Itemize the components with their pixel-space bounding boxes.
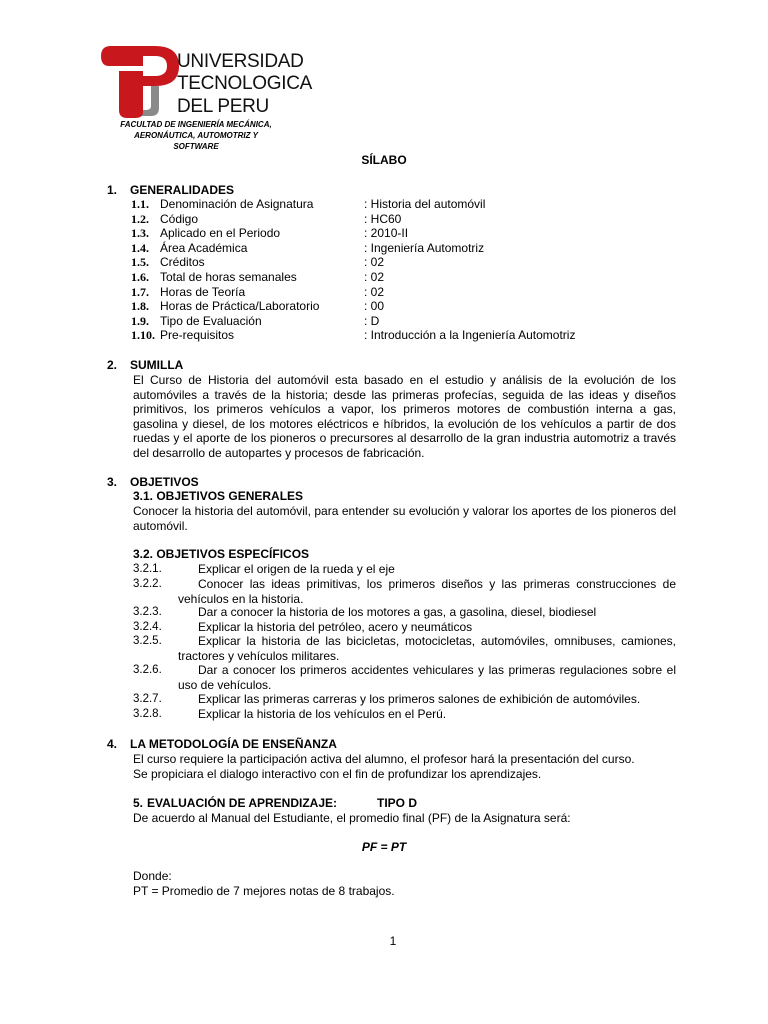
generalidades-row-number: 1.5. <box>131 255 149 270</box>
objetivo-especifico-item <box>133 707 676 722</box>
objetivo-especifico-number: 3.2.5. <box>133 635 162 647</box>
objetivo-especifico-item <box>133 634 676 663</box>
page-number: 1 <box>389 934 397 948</box>
objetivo-especifico-item <box>133 620 676 635</box>
generalidades-row-label: Aplicado en el Periodo <box>160 226 281 241</box>
objetivo-especifico-item <box>133 577 676 606</box>
generalidades-row-value: : D <box>364 313 380 328</box>
evaluacion-pt: PT = Promedio de 7 mejores notas de 8 trabajos. <box>133 884 395 898</box>
logo-white-stripe <box>119 66 143 71</box>
section-heading-evaluacion: 5. EVALUACIÓN DE APRENDIZAJE: <box>133 796 338 810</box>
objetivo-especifico-number: 3.2.7. <box>133 693 162 705</box>
faculty-line-3: SOFTWARE <box>173 142 219 151</box>
generalidades-row-label: Total de horas semanales <box>160 270 297 284</box>
generalidades-row-value: : Historia del automóvil <box>364 197 486 211</box>
generalidades-row-label: Código <box>160 211 199 226</box>
generalidades-row-value: : HC60 <box>364 211 402 226</box>
objetivo-especifico-number: 3.2.8. <box>133 708 162 720</box>
objetivo-especifico-number: 3.2.3. <box>133 606 162 618</box>
generalidades-row-value: : Introducción a la Ingeniería Automotriz <box>364 328 576 343</box>
generalidades-row-number: 1.10. <box>131 328 155 343</box>
generalidades-row <box>131 299 691 314</box>
generalidades-row-label: Área Académica <box>160 240 248 255</box>
objetivo-especifico-text: Explicar el origen de la rueda y el eje <box>198 562 395 576</box>
section-heading-generalidades: 1. GENERALIDADES <box>107 183 235 197</box>
objetivo-especifico-text: Explicar la historia del petróleo, acero y neumáticos <box>198 620 473 634</box>
objetivo-especifico-text: Explicar las primeras carreras y los primeros salones de exhibición de automóviles. <box>198 692 641 706</box>
generalidades-row-label: Denominación de Asignatura <box>160 197 314 211</box>
generalidades-row-number: 1.7. <box>131 284 149 299</box>
objetivo-especifico-number: 3.2.4. <box>133 621 162 633</box>
objetivo-especifico-text: Dar a conocer la historia de los motores a gas, a gasolina, diesel, biodiesel <box>198 605 597 619</box>
logo-red-shape <box>101 46 179 118</box>
generalidades-row-number: 1.8. <box>131 299 149 314</box>
objetivo-especifico-item <box>133 605 676 620</box>
objetivo-especifico-text: Explicar la historia de las bicicletas, motocicletas, automóviles, omnibuses, camiones, tractores y vehículos militares. <box>178 634 676 663</box>
generalidades-row <box>131 285 691 300</box>
objetivos-especificos-heading: 3.2. OBJETIVOS ESPECÍFICOS <box>133 547 310 561</box>
generalidades-row <box>131 328 691 343</box>
generalidades-row-number: 1.9. <box>131 313 149 328</box>
metodologia-line-2: Se propiciara el dialogo interactivo con el fin de profundizar los aprendizajes. <box>133 767 542 781</box>
generalidades-row-label: Tipo de Evaluación <box>160 313 262 328</box>
university-logo <box>99 42 181 118</box>
generalidades-row-number: 1.1. <box>131 197 149 211</box>
objetivo-especifico-item <box>133 663 676 692</box>
university-name-line-3: DEL PERU <box>177 96 269 117</box>
generalidades-row-label: Pre-requisitos <box>160 328 235 343</box>
generalidades-row-number: 1.4. <box>131 240 149 255</box>
objetivos-generales-text: Conocer la historia del automóvil, para entender su evolución y valorar los aportes de los pioneros del automóvil. <box>133 504 676 533</box>
document-title: SÍLABO <box>361 153 407 167</box>
generalidades-row <box>131 226 691 241</box>
objetivo-especifico-number: 3.2.1. <box>133 563 162 575</box>
generalidades-row <box>131 212 691 227</box>
generalidades-row <box>131 270 691 285</box>
generalidades-row-value: : 02 <box>364 255 385 270</box>
objetivo-especifico-item <box>133 692 676 707</box>
objetivo-especifico-item <box>133 562 676 577</box>
generalidades-row <box>131 255 691 270</box>
generalidades-row <box>131 314 691 329</box>
evaluacion-intro: De acuerdo al Manual del Estudiante, el promedio final (PF) de la Asignatura será: <box>133 811 571 825</box>
sumilla-text: El Curso de Historia del automóvil esta basado en el estudio y análisis de la evolución de los automóviles a través de la historia; desde las primeras profecías, seguida de las ideas y diseños primitivos, los primeros vehículos a vapor, los primeros motores de combustión interna a gas, gasolina y diesel, de los motores eléctricos e híbridos, la evolución de los vehículos a partir de dos ruedas y el aporte de los pioneros o precursores al desarrollo de la gran industria automotriz a través del desarrollo de autopartes y procesos de fabricación. <box>133 373 676 460</box>
objetivo-especifico-number: 3.2.6. <box>133 664 162 676</box>
generalidades-row-value: : 02 <box>364 284 385 299</box>
generalidades-row-number: 1.6. <box>131 270 149 284</box>
university-name-line-2: TECNOLOGICA <box>177 73 312 94</box>
evaluacion-donde: Donde: <box>133 869 172 883</box>
generalidades-row-value: : Ingeniería Automotriz <box>364 240 485 255</box>
section-heading-metodologia: 4. LA METODOLOGÍA DE ENSEÑANZA <box>107 737 337 751</box>
evaluacion-formula: PF = PT <box>361 840 407 854</box>
generalidades-row-number: 1.2. <box>131 211 149 226</box>
faculty-line-1: FACULTAD DE INGENIERÍA MECÁNICA, <box>120 120 272 129</box>
generalidades-row-value: : 00 <box>364 299 385 314</box>
objetivos-generales-heading: 3.1. OBJETIVOS GENERALES <box>133 489 304 503</box>
generalidades-row-label: Horas de Práctica/Laboratorio <box>160 299 320 314</box>
section-heading-objetivos: 3. OBJETIVOS <box>107 475 199 489</box>
generalidades-row-number: 1.3. <box>131 226 149 241</box>
generalidades-row-value: : 2010-II <box>364 226 409 241</box>
generalidades-row-label: Créditos <box>160 255 205 270</box>
generalidades-row-label: Horas de Teoría <box>160 284 246 299</box>
generalidades-row <box>131 197 691 212</box>
university-name-line-1: UNIVERSIDAD <box>177 51 304 72</box>
faculty-line-2: AERONÁUTICA, AUTOMOTRIZ Y <box>134 131 258 140</box>
metodologia-line-1: El curso requiere la participación activa del alumno, el profesor hará la presentación del curso. <box>133 752 635 766</box>
objetivo-especifico-number: 3.2.2. <box>133 578 162 590</box>
section-heading-sumilla: 2. SUMILLA <box>107 358 184 372</box>
objetivo-especifico-text: Explicar la historia de los vehículos en el Perú. <box>198 707 447 721</box>
generalidades-row <box>131 241 691 256</box>
objetivo-especifico-text: Conocer las ideas primitivas, los primeros diseños y las primeras construcciones de vehículos en la historia. <box>178 577 676 606</box>
objetivo-especifico-text: Dar a conocer los primeros accidentes vehiculares y las primeras regulaciones sobre el uso de vehículos. <box>178 663 676 692</box>
generalidades-row-value: : 02 <box>364 270 385 284</box>
evaluacion-tipo: TIPO D <box>377 796 418 810</box>
